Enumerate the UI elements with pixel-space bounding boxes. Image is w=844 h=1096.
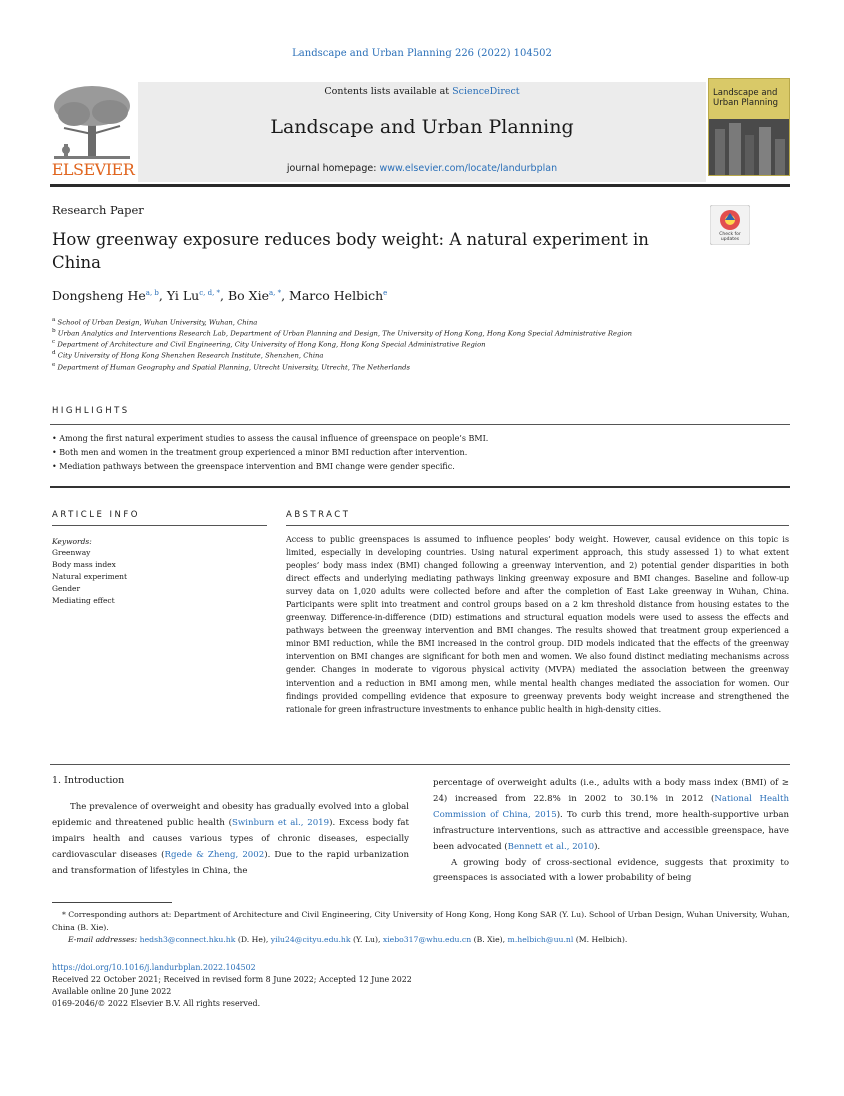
keyword[interactable]: Natural experiment (52, 572, 128, 581)
highlights-label: HIGHLIGHTS (52, 406, 130, 416)
divider (50, 486, 790, 488)
homepage-link[interactable]: www.elsevier.com/locate/landurbplan (379, 163, 558, 174)
sciencedirect-link[interactable]: ScienceDirect (452, 86, 520, 97)
citation-link[interactable]: Bennett et al., 2010 (507, 841, 595, 852)
highlight-item: • Both men and women in the treatment group experienced a minor BMI reduction after intervention. (52, 448, 468, 457)
journal-title: Landscape and Urban Planning (270, 116, 574, 138)
homepage-line (138, 163, 706, 174)
affiliation: $^c$ Department of Architecture and Civil Engineering, City University of Hong Kong, Hong Kong Special Administrative Region (52, 339, 486, 349)
cover-title: Landscape and Urban Planning (713, 88, 779, 108)
journal-reference[interactable]: Landscape and Urban Planning 226 (2022) 104502 (292, 48, 552, 59)
journal-cover-thumbnail[interactable] (708, 78, 790, 176)
intro-column-1: The prevalence of overweight and obesity has gradually evolved into a global epidemic and threatened public health (Swinburn et al., 2019). Excess body fat impairs health and causes various types of chronic diseases, especially cardiovascular diseases (Rgede & Zheng, 2002). Due to the rapid urbanization and transformation of lifestyles in China, the (52, 802, 409, 876)
highlight-item: • Mediation pathways between the greenspace intervention and BMI change were gender specific. (52, 462, 455, 471)
email-link[interactable]: m.helbich@uu.nl (507, 935, 574, 944)
footnote-rule (52, 902, 172, 903)
cover-city-image (709, 119, 789, 175)
affiliation: $^a$ School of Urban Design, Wuhan University, Wuhan, China (52, 317, 258, 327)
highlight-item: • Among the first natural experiment studies to assess the causal influence of greenspace on people’s BMI. (52, 434, 489, 443)
author[interactable]: Bo Xie$^{a, *}$ (227, 288, 282, 303)
affiliation: $^d$ City University of Hong Kong Shenzhen Research Institute, Shenzhen, China (52, 350, 324, 360)
email-link[interactable]: hedsh3@connect.hku.hk (139, 935, 236, 944)
section-heading-introduction: 1. Introduction (52, 775, 125, 786)
check-updates-label: Check for updates (719, 232, 741, 242)
masthead-rule (50, 184, 790, 187)
divider (286, 525, 789, 526)
doi-link[interactable]: https://doi.org/10.1016/j.landurbplan.2022.104502 (52, 963, 256, 972)
elsevier-wordmark: ELSEVIER (51, 160, 135, 179)
intro-column-2: percentage of overweight adults (i.e., adults with a body mass index (BMI) of ≥ 24) increased from 22.8% in 2002 to 30.1% in 2012 (National Health Commission of China, 2015). To curb this trend, more health-supportive urban infrastructure interventions, such as attractive and accessible greenspace, have been advocated (Bennett et al., 2010). A growing body of cross-sectional evidence, suggests that proximity to greenspaces is associated with a lower probability of being (433, 778, 789, 884)
citation-link[interactable]: National Health Commission of China, 2015 (433, 793, 789, 820)
keyword[interactable]: Mediating effect (52, 596, 115, 605)
available-online: Available online 20 June 2022 (52, 987, 172, 996)
author[interactable]: Yi $Lu^{c, d, *}$ (166, 288, 221, 303)
received-dates: Received 22 October 2021; Received in revised form 8 June 2022; Accepted 12 June 2022 (52, 975, 412, 984)
contents-prefix: Contents lists available at (324, 86, 453, 97)
article-info-label: ARTICLE INFO (52, 510, 140, 520)
keyword[interactable]: Body mass index (52, 560, 116, 569)
keyword[interactable]: Gender (52, 584, 81, 593)
divider (50, 764, 790, 765)
email-link[interactable]: yilu24@cityu.edu.hk (270, 935, 351, 944)
abstract-text: Access to public greenspaces is assumed to influence peoples’ body weight. However, causal evidence on this topic is limited, especially in developing countries. Using natural experiment approach, this study assessed 1) to what extent peoples’ body mass index (BMI) changed following a greenway intervention, and 2) potential gender disparities in both direct effects and underlying mediating pathways linking greenway exposure and BMI changes. Baseline and follow-up survey data on 1,020 adults were collected before and after the completion of East Lake greenway in Wuhan, China. Participants were split into treatment and control groups based on a 2 km threshold distance from housing estates to the greenway. Difference-in-difference (DID) estimations and structural equation models were used to assess the effects and pathways between the greenway intervention and BMI changes. The results showed that treatment group experienced a minor BMI reduction, while the BMI increased in the control group. DID models indicated that the effects of the greenway intervention on BMI changes are significant for both men and women. We also found distinct mediating mechanisms across gender. Changes in moderate to vigorous physical activity (MVPA) mediated the association between the greenway intervention and a reduction in BMI among men, while mental health changes mediated the association for women. Our findings provided compelling evidence that exposure to greenway prevents body weight increase and strengthened the rationale for green infrastructure investments to enhance public health in high-density cities. (286, 535, 789, 714)
corresponding-author-note: * Corresponding authors at: Department of Architecture and Civil Engineering, City University of Hong Kong, Hong Kong SAR (Y. Lu). School of Urban Design, Wuhan University, Wuhan, China (B. Xie). (52, 910, 790, 932)
divider (50, 424, 790, 425)
divider (52, 525, 267, 526)
citation-link[interactable]: Swinburn et al., 2019 (232, 817, 330, 828)
email-link[interactable]: xiebo317@whu.edu.cn (382, 935, 472, 944)
author[interactable]: Dongsheng He$^{a, b}$ (52, 288, 159, 303)
homepage-prefix: journal homepage: (286, 163, 380, 174)
contents-line (138, 86, 706, 97)
keywords-label: Keywords: (52, 537, 92, 546)
author[interactable]: Marco Helbich$^e$ (289, 288, 388, 303)
article-type: Research Paper (52, 203, 144, 217)
affiliation: $^b$ Urban Analytics and Interventions Research Lab, Department of Urban Planning and Design, The University of Hong Kong, Hong Kong Special Administrative Region (52, 328, 633, 338)
email-addresses: E-mail addresses: hedsh3@connect.hku.hk (D. He), yilu24@cityu.edu.hk (Y. Lu), xiebo317@whu.edu.cn (B. Xie), m.helbich@uu.nl (M. Helbich). (68, 935, 628, 944)
abstract-label: ABSTRACT (286, 510, 351, 520)
author-list: Dongsheng He$^{a, b}$, Yi $Lu^{c, d, *}$, Bo Xie$^{a, *}$, Marco Helbich$^e$ (52, 288, 388, 303)
affiliation: $^e$ Department of Human Geography and Spatial Planning, Utrecht University, Utrecht, The Netherlands (52, 362, 410, 372)
citation-link[interactable]: Rgede & Zheng, 2002 (164, 849, 265, 860)
article-title: How greenway exposure reduces body weight: A natural experiment in China (52, 230, 649, 272)
keyword[interactable]: Greenway (52, 548, 91, 557)
copyright: 0169-2046/© 2022 Elsevier B.V. All rights reserved. (52, 999, 261, 1008)
check-for-updates-badge[interactable] (710, 205, 750, 245)
